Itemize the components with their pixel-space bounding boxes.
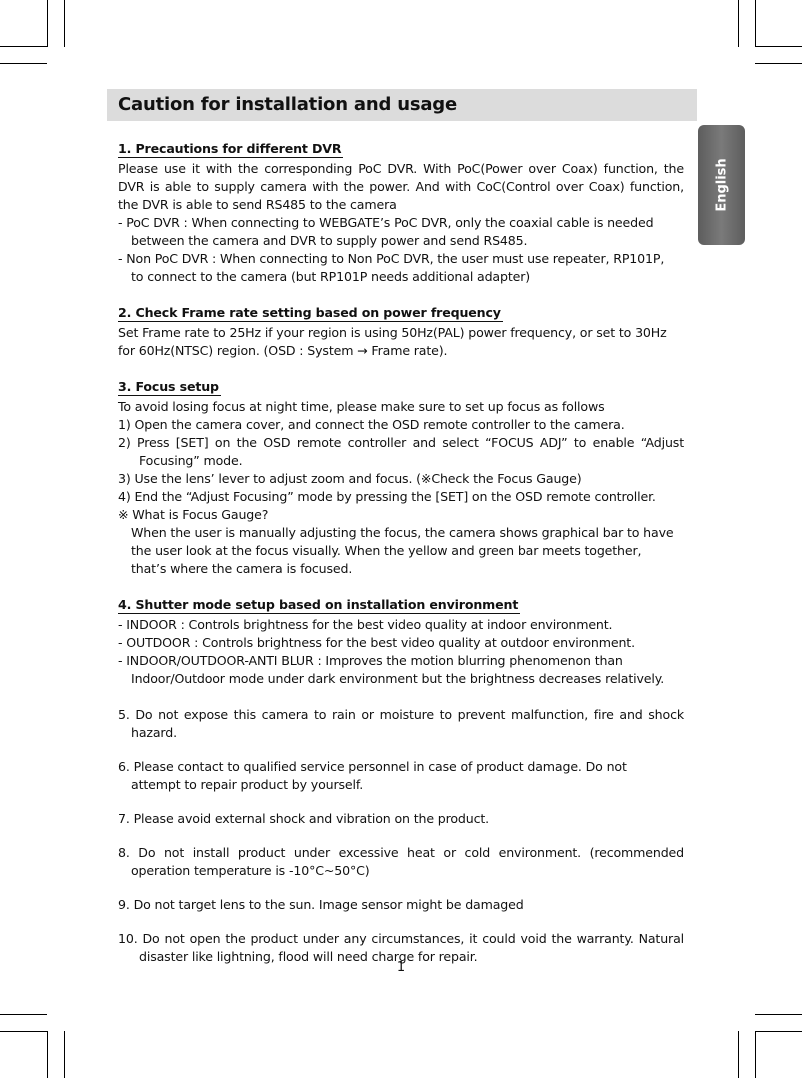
crop-mark [755, 1031, 756, 1078]
section-heading: 4. Shutter mode setup based on installation environment [118, 597, 519, 612]
crop-mark [0, 63, 47, 64]
text-line: - PoC DVR : When connecting to WEBGATE’s PoC DVR, only the coaxial cable is needed [118, 215, 654, 230]
text-line: Please use it with the corresponding PoC DVR. With PoC(Power over Coax) function, the [118, 161, 684, 176]
section [118, 378, 684, 578]
text-line: - OUTDOOR : Controls brightness for the best video quality at outdoor environment. [118, 635, 635, 650]
text-line: attempt to repair product by yourself. [131, 777, 364, 792]
text-line: that’s where the camera is focused. [131, 561, 353, 576]
section-heading: 2. Check Frame rate setting based on power frequency [118, 305, 501, 320]
text-line: for 60Hz(NTSC) region. (OSD : System → Frame rate). [118, 343, 448, 358]
section [118, 844, 684, 880]
text-line: operation temperature is -10°C~50°C) [131, 863, 370, 878]
text-line: - INDOOR : Controls brightness for the best video quality at indoor environment. [118, 617, 613, 632]
text-line: between the camera and DVR to supply power and send RS485. [131, 233, 528, 248]
crop-mark [64, 1031, 65, 1078]
language-tab-label: English [714, 158, 729, 212]
text-line: 5. Do not expose this camera to rain or moisture to prevent malfunction, fire and shock [118, 707, 684, 722]
page-number: 1 [396, 960, 406, 975]
text-line: hazard. [131, 725, 177, 740]
section [118, 810, 684, 828]
section-heading: 1. Precautions for different DVR [118, 141, 342, 156]
text-line: ※ What is Focus Gauge? [118, 507, 269, 522]
crop-mark [755, 1031, 802, 1032]
crop-mark [47, 0, 48, 47]
section [118, 896, 684, 914]
text-line: Set Frame rate to 25Hz if your region is using 50Hz(PAL) power frequency, or set to 30Hz [118, 325, 667, 340]
crop-mark [0, 1014, 47, 1015]
crop-mark [738, 1031, 739, 1078]
page-title: Caution for installation and usage [118, 94, 457, 115]
text-line: the user look at the focus visually. When the yellow and green bar meets together, [131, 543, 642, 558]
text-line: 9. Do not target lens to the sun. Image sensor might be damaged [118, 897, 524, 912]
text-line: to connect to the camera (but RP101P needs additional adapter) [131, 269, 531, 284]
crop-mark [0, 46, 47, 47]
section-heading: 3. Focus setup [118, 379, 219, 394]
crop-mark [755, 0, 756, 47]
crop-mark [0, 1031, 47, 1032]
section [118, 706, 684, 742]
crop-mark [738, 0, 739, 47]
section [118, 596, 684, 688]
text-line: 1) Open the camera cover, and connect the OSD remote controller to the camera. [118, 417, 625, 432]
section [118, 758, 684, 794]
text-line: Indoor/Outdoor mode under dark environment but the brightness decreases relatively. [131, 671, 665, 686]
section [118, 140, 684, 286]
text-line: 4) End the “Adjust Focusing” mode by pressing the [SET] on the OSD remote controller. [118, 489, 656, 504]
text-line: 3) Use the lens’ lever to adjust zoom and focus. (※Check the Focus Gauge) [118, 471, 582, 486]
text-line: 10. Do not open the product under any circumstances, it could void the warranty. Natural [118, 931, 684, 946]
text-line: the DVR is able to send RS485 to the camera [118, 197, 397, 212]
text-line: 2) Press [SET] on the OSD remote controller and select “FOCUS ADJ” to enable “Adjust [118, 435, 684, 450]
text-line: 7. Please avoid external shock and vibration on the product. [118, 811, 490, 826]
section [118, 304, 684, 360]
crop-mark [47, 1031, 48, 1078]
text-line: 8. Do not install product under excessive heat or cold environment. (recommended [118, 845, 684, 860]
language-tab [698, 125, 745, 245]
text-line: 6. Please contact to qualified service personnel in case of product damage. Do not [118, 759, 627, 774]
text-line: - INDOOR/OUTDOOR-ANTI BLUR : Improves the motion blurring phenomenon than [118, 653, 623, 668]
text-line: Focusing” mode. [139, 453, 243, 468]
text-line: - Non PoC DVR : When connecting to Non PoC DVR, the user must use repeater, RP101P, [118, 251, 665, 266]
crop-mark [64, 0, 65, 47]
title-bar [107, 89, 697, 121]
crop-mark [755, 63, 802, 64]
crop-mark [755, 46, 802, 47]
text-line: When the user is manually adjusting the focus, the camera shows graphical bar to have [131, 525, 674, 540]
crop-mark [755, 1014, 802, 1015]
text-line: disaster like lightning, flood will need charge for repair. [139, 949, 478, 964]
document-body [118, 140, 684, 982]
text-line: To avoid losing focus at night time, please make sure to set up focus as follows [118, 399, 605, 414]
text-line: DVR is able to supply camera with the power. And with CoC(Control over Coax) function, [118, 179, 684, 194]
